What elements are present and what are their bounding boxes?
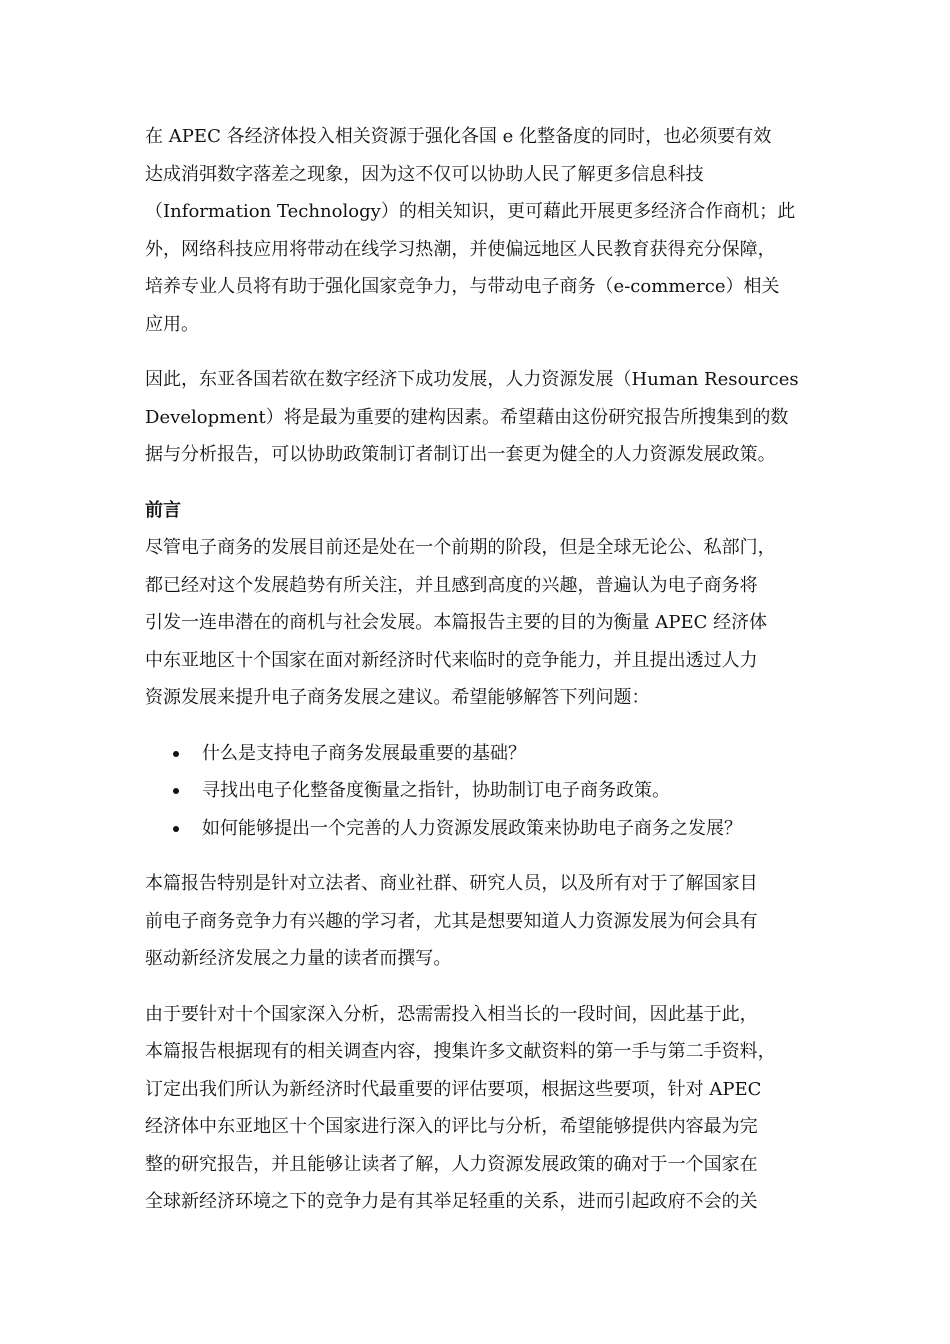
section-heading: 前言: [145, 499, 181, 521]
bullet-icon: [173, 751, 179, 757]
paragraph-audience: [145, 865, 810, 978]
paragraph-line: 培养专业人员将有助于强化国家竞争力，与带动电子商务（e-commerce）相关: [145, 276, 780, 297]
list-item: [145, 735, 810, 773]
list-item: [145, 810, 810, 848]
paragraph-spacer: [145, 978, 810, 996]
paragraph-line: 因此，东亚各国若欲在数字经济下成功发展，人力资源发展（Human Resources: [145, 369, 799, 390]
document-page: [145, 118, 810, 1221]
paragraph-line: 本篇报告根据现有的相关调查内容，搜集许多文献资料的第一手与第二手资料，: [145, 1041, 776, 1062]
paragraph-line: 全球新经济环境之下的竞争力是有其举足轻重的关系，进而引起政府不会的关: [145, 1191, 758, 1212]
paragraph-introduction: [145, 529, 810, 717]
bullet-icon: [173, 788, 179, 794]
paragraph-line: 外，网络科技应用将带动在线学习热潮，并使偏远地区人民教育获得充分保障，: [145, 238, 776, 260]
paragraph-line: 据与分析报告，可以协助政策制订者制订出一套更为健全的人力资源发展政策。: [145, 444, 776, 465]
paragraph-spacer: [145, 717, 810, 735]
paragraph-methodology: [145, 996, 810, 1221]
paragraph-spacer: [145, 847, 810, 865]
paragraph-line: 由于要针对十个国家深入分析，恐需需投入相当长的一段时间，因此基于此，: [145, 1003, 758, 1025]
paragraph-line: 前电子商务竞争力有兴趣的学习者，尤其是想要知道人力资源发展为何会具有: [145, 910, 758, 932]
bullet-icon: [173, 826, 179, 832]
list-item-text: 什么是支持电子商务发展最重要的基础？: [202, 742, 526, 764]
list-item-text: 寻找出电子化整备度衡量之指针，协助制订电子商务政策。: [202, 780, 670, 801]
paragraph-human-resources: [145, 361, 810, 474]
paragraph-spacer: [145, 474, 810, 492]
paragraph-spacer: [145, 343, 810, 361]
paragraph-line: 都已经对这个发展趋势有所关注，并且感到高度的兴趣，普遍认为电子商务将: [145, 574, 758, 596]
question-list: [145, 735, 810, 848]
paragraph-line: 应用。: [145, 313, 200, 335]
paragraph-line: 订定出我们所认为新经济时代最重要的评估要项，根据这些要项，针对 APEC: [145, 1078, 762, 1100]
paragraph-line: Development）将是最为重要的建构因素。希望藉由这份研究报告所搜集到的数: [145, 406, 789, 428]
paragraph-line: 经济体中东亚地区十个国家进行深入的评比与分析，希望能够提供内容最为完: [145, 1116, 758, 1137]
paragraph-apec-e-readiness: [145, 118, 810, 343]
paragraph-line: 整的研究报告，并且能够让读者了解，人力资源发展政策的确对于一个国家在: [145, 1153, 758, 1175]
paragraph-line: 达成消弭数字落差之现象，因为这不仅可以协助人民了解更多信息科技: [145, 163, 704, 185]
paragraph-line: 驱动新经济发展之力量的读者而撰写。: [145, 948, 452, 969]
paragraph-line: 在 APEC 各经济体投入相关资源于强化各国 e 化整备度的同时，也必须要有效: [145, 126, 772, 147]
paragraph-line: 本篇报告特别是针对立法者、商业社群、研究人员，以及所有对于了解国家目: [145, 873, 758, 894]
paragraph-line: （Information Technology）的相关知识，更可藉此开展更多经济合作商机；此: [145, 201, 796, 222]
paragraph-line: 资源发展来提升电子商务发展之建议。希望能够解答下列问题：: [145, 687, 650, 708]
list-item: [145, 772, 810, 810]
paragraph-line: 尽管电子商务的发展目前还是处在一个前期的阶段，但是全球无论公、私部门，: [145, 537, 776, 558]
paragraph-line: 引发一连串潜在的商机与社会发展。本篇报告主要的目的为衡量 APEC 经济体: [145, 612, 768, 633]
list-item-text: 如何能够提出一个完善的人力资源发展政策来协助电子商务之发展？: [202, 817, 742, 839]
paragraph-line: 中东亚地区十个国家在面对新经济时代来临时的竞争能力，并且提出透过人力: [145, 649, 758, 671]
